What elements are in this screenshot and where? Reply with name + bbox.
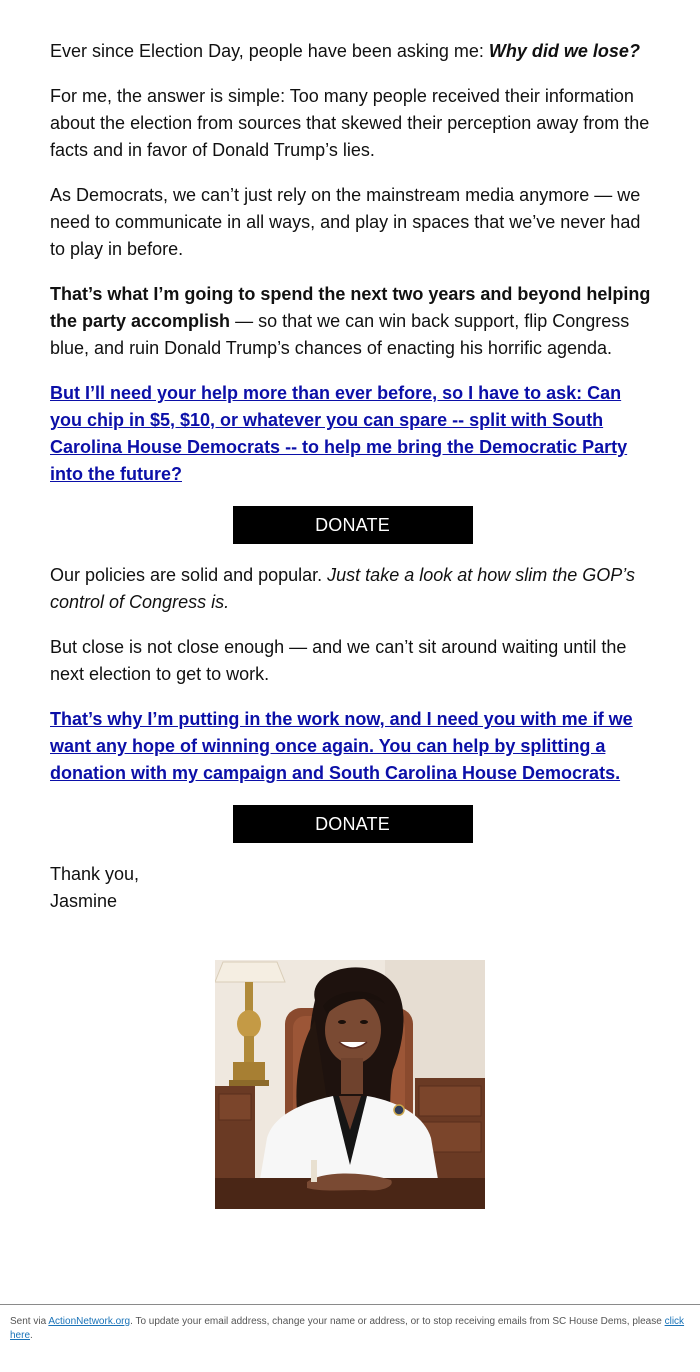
candidate-photo <box>215 960 485 1209</box>
donation-split-link[interactable]: That’s why I’m putting in the work now, and I need you with me if we want any hope of winning once again. You can help by splitting a donation with my campaign and South Carolina House Democrats. <box>50 709 633 783</box>
plan-bold-text: That’s what I’m going to spend the next two years and beyond helping the party accomplish <box>50 284 651 331</box>
signature: Jasmine <box>50 891 118 911</box>
plan-text: — so that we can win back support, flip Congress blue, and ruin Donald Trump’s chances of enacting his horrific agenda. <box>50 311 630 358</box>
paragraph-ask <box>50 380 655 488</box>
footer-prefix: Sent via <box>10 1316 49 1327</box>
donate-button-row-1 <box>50 506 655 544</box>
donation-ask-link[interactable]: But I’ll need your help more than ever before, so I have to ask: Can you chip in $5, $10, or whatever you can spare -- split with South Carolina House Democrats -- to help me bring the Democratic Party into the future? <box>50 383 628 484</box>
footer-text: . To update your email address, change your name or address, or to stop receiving emails from SC House Dems, please <box>130 1316 665 1327</box>
portrait-illustration <box>215 960 485 1209</box>
email-footer <box>0 1304 700 1343</box>
paragraph-policies <box>50 562 655 616</box>
signoff: Thank you, <box>50 864 140 884</box>
paragraph-answer: For me, the answer is simple: Too many people received their information about the election from sources that skewed their perception away from the facts and in favor of Donald Trump’s lies. <box>50 86 650 160</box>
unsubscribe-link[interactable]: click here <box>10 1316 685 1341</box>
paragraph-close: But close is not close enough — and we can’t sit around waiting until the next election to get to work. <box>50 637 627 684</box>
footer-suffix: . <box>30 1330 33 1341</box>
policies-italic: Just take a look at how slim the GOP’s control of Congress is. <box>50 565 635 612</box>
paragraph-plan <box>50 281 655 362</box>
paragraph-work <box>50 706 655 787</box>
actionnetwork-link[interactable]: ActionNetwork.org <box>48 1316 131 1327</box>
email-body <box>50 38 655 915</box>
policies-text: Our policies are solid and popular. <box>50 565 328 585</box>
paragraph-intro <box>50 38 655 65</box>
donate-button-row-2 <box>50 805 655 843</box>
intro-text: Ever since Election Day, people have been asking me: <box>50 41 489 61</box>
donate-button[interactable]: DONATE <box>233 506 473 544</box>
donate-button[interactable]: DONATE <box>233 805 473 843</box>
intro-question: Why did we lose? <box>488 41 640 61</box>
signoff-block <box>50 861 655 915</box>
paragraph-democrats: As Democrats, we can’t just rely on the mainstream media anymore — we need to communicate in all ways, and play in spaces that we’ve never had to play in before. <box>50 185 641 259</box>
